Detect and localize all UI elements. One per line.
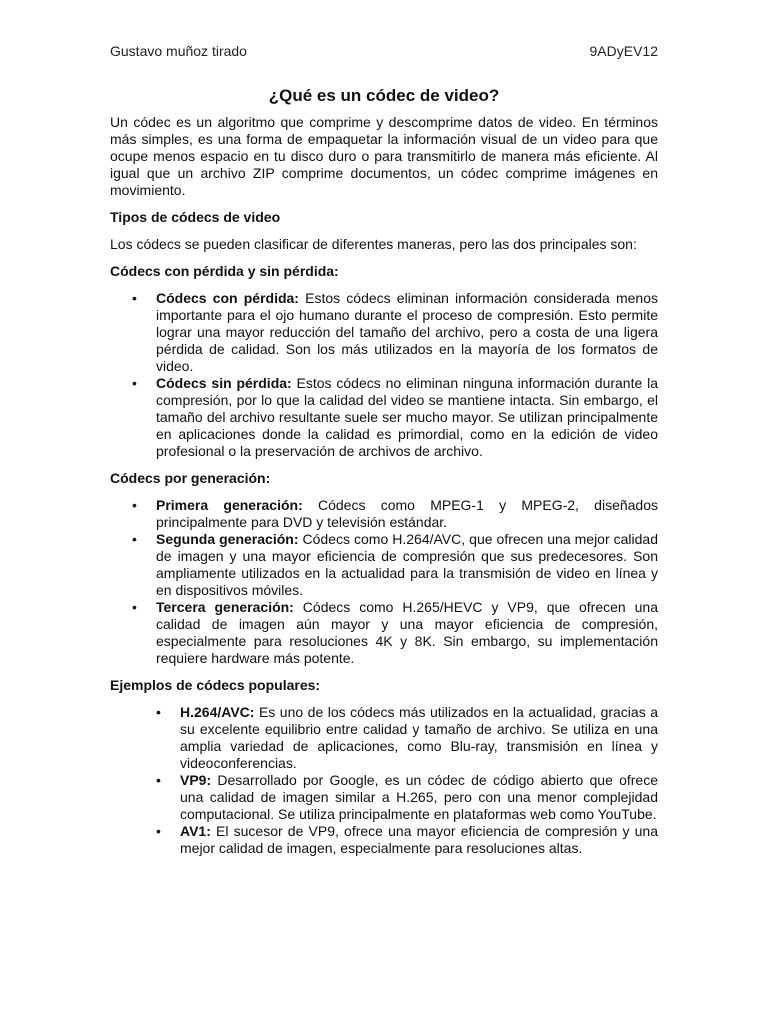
bullet-icon: •	[156, 772, 161, 788]
list-item-term: Códecs sin pérdida:	[156, 375, 292, 391]
header-code: 9ADyEV12	[589, 43, 658, 59]
list-item-text: Estos códecs no eliminan ninguna información durante la compresión, por lo que la calidad del video se mantiene intacta. Sin embargo, el tamaño del archivo resultante suele ser mucho mayor. Se utilizan principalmente en aplicaciones donde la calidad es primordial, como en la edición de video profesional o la preservación de archivos de archivo.	[156, 375, 658, 459]
header-author: Gustavo muñoz tirado	[110, 43, 247, 59]
list-item	[110, 290, 658, 375]
types-heading: Tipos de códecs de video	[110, 209, 281, 225]
document-title: ¿Qué es un códec de video?	[268, 86, 500, 105]
list-item-term: VP9:	[180, 772, 212, 788]
bullet-icon: •	[132, 375, 137, 391]
list-item-term: Segunda generación:	[156, 531, 299, 547]
list-item-term: Primera generación:	[156, 497, 303, 513]
list-item	[110, 823, 658, 857]
bullet-icon: •	[132, 290, 137, 306]
list-item-term: Códecs con pérdida:	[156, 290, 299, 306]
page-header	[110, 43, 658, 61]
generation-heading: Códecs por generación:	[110, 470, 271, 486]
list-item	[110, 704, 658, 772]
list-item	[110, 772, 658, 823]
generation-list	[110, 497, 658, 667]
document-body	[110, 114, 658, 867]
examples-heading: Ejemplos de códecs populares:	[110, 677, 321, 693]
list-item-text: Códecs como H.264/AVC, que ofrecen una mejor calidad de imagen y una mayor eficiencia de compresión que sus predecesores. Son ampliamente utilizados en la actualidad para la transmisión de video en línea y en dispositivos móviles.	[156, 531, 659, 598]
list-item-text: Códecs como H.265/HEVC y VP9, que ofrecen una calidad de imagen aún mayor y una mayor eficiencia de compresión, especialmente para resoluciones 4K y 8K. Sin embargo, su implementación requiere hardware más potente.	[156, 599, 659, 666]
bullet-icon: •	[156, 704, 161, 720]
bullet-icon: •	[156, 823, 161, 839]
list-item	[110, 375, 658, 460]
loss-heading: Códecs con pérdida y sin pérdida:	[110, 263, 339, 279]
list-item-text: Códecs como MPEG-1 y MPEG-2, diseñados principalmente para DVD y televisión estándar.	[156, 497, 659, 530]
intro-paragraph: Un códec es un algoritmo que comprime y descomprime datos de video. En términos más simples, es una forma de empaquetar la información visual de un video para que ocupe menos espacio en tu disco duro o para transmitirlo de manera más eficiente. Al igual que un archivo ZIP comprime documentos, un códec comprime imágenes en movimiento.	[110, 114, 658, 198]
list-item-text: El sucesor de VP9, ofrece una mayor eficiencia de compresión y una mejor calidad de imagen, especialmente para resoluciones altas.	[180, 823, 658, 856]
list-item	[110, 599, 658, 667]
list-item-text: Es uno de los códecs más utilizados en la actualidad, gracias a su excelente equilibrio entre calidad y tamaño de archivo. Se utiliza en una amplia variedad de aplicaciones, como Blu-ray, transmisión en línea y videoconferencias.	[180, 704, 658, 771]
loss-list	[110, 290, 658, 460]
list-item-text: Desarrollado por Google, es un códec de código abierto que ofrece una calidad de imagen similar a H.265, pero con una menor complejidad computacional. Se utiliza principalmente en plataformas web como YouTube.	[180, 772, 658, 822]
list-item-text: Estos códecs eliminan información considerada menos importante para el ojo humano durante el proceso de compresión. Esto permite lograr una mayor reducción del tamaño del archivo, pero a costa de una ligera pérdida de calidad. Son los más utilizados en la mayoría de los formatos de video.	[156, 290, 659, 374]
list-item-term: H.264/AVC:	[180, 704, 255, 720]
bullet-icon: •	[132, 599, 137, 615]
list-item	[110, 531, 658, 599]
list-item	[110, 497, 658, 531]
examples-list	[110, 704, 658, 857]
types-intro-paragraph: Los códecs se pueden clasificar de diferentes maneras, pero las dos principales son:	[110, 236, 637, 252]
list-item-term: Tercera generación:	[156, 599, 294, 615]
bullet-icon: •	[132, 497, 137, 513]
list-item-term: AV1:	[180, 823, 211, 839]
bullet-icon: •	[132, 531, 137, 547]
